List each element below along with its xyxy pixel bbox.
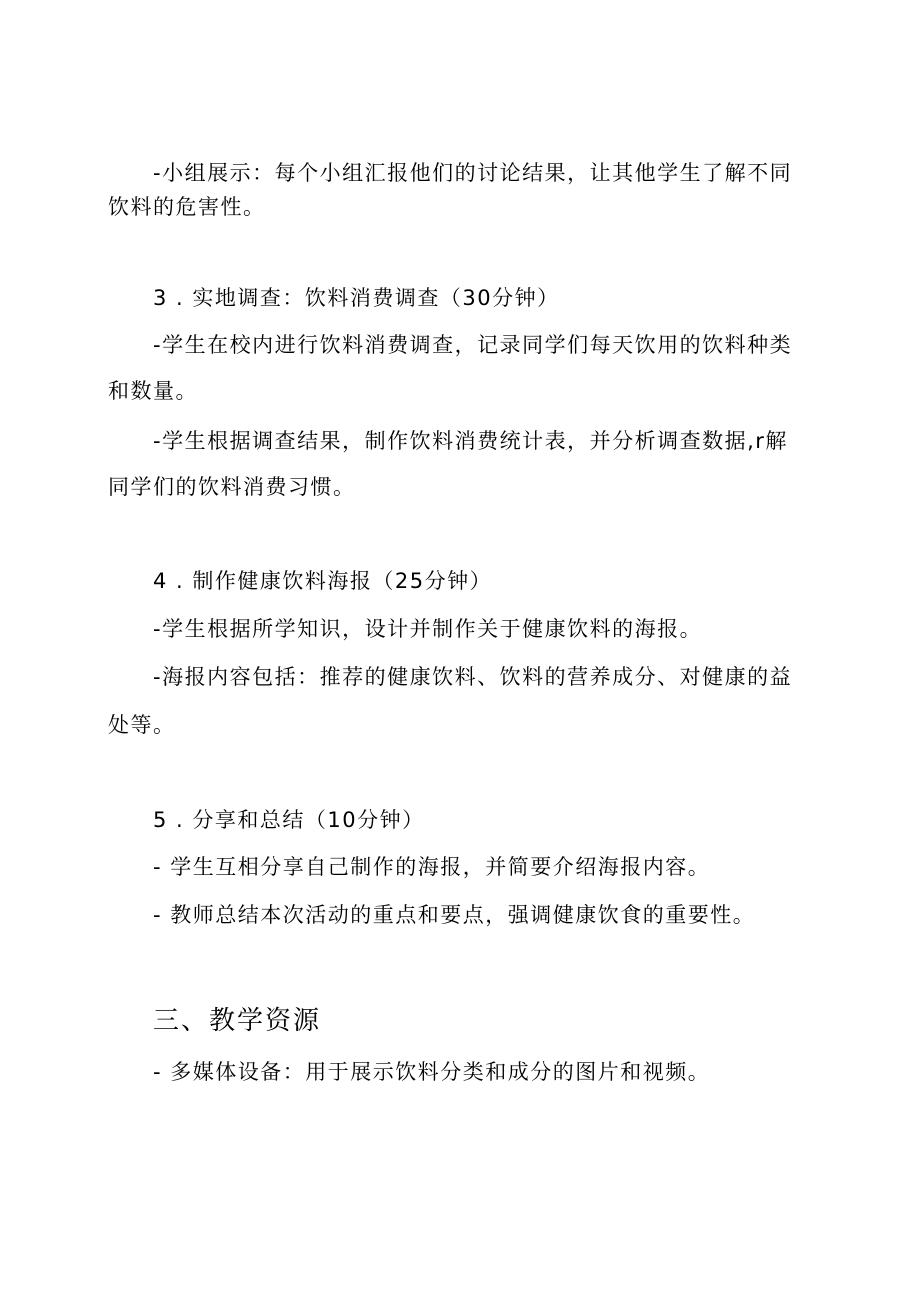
- paragraph-line: -海报内容包括：推荐的健康饮料、饮料的营养成分、对健康的益: [153, 665, 793, 689]
- paragraph-line: -小组展示：每个小组汇报他们的讨论结果，让其他学生了解不同: [153, 161, 793, 185]
- section-heading: 三、教学资源: [153, 1006, 322, 1036]
- paragraph-line: 饮料的危害性。: [108, 195, 266, 219]
- paragraph-line: - 教师总结本次活动的重点和要点，强调健康饮食的重要性。: [153, 903, 756, 927]
- step-heading: 5 . 分享和总结（10分钟）: [153, 808, 425, 832]
- paragraph-line: 同学们的饮料消费习惯。: [108, 475, 356, 499]
- paragraph-line: 和数量。: [108, 379, 198, 403]
- paragraph-line: -学生根据调查结果，制作饮料消费统计表，并分析调查数据,r解: [153, 429, 788, 453]
- paragraph-line: -学生在校内进行饮料消费调查，记录同学们每天饮用的饮料种类: [153, 333, 793, 357]
- paragraph-line: - 学生互相分享自己制作的海报，并简要介绍海报内容。: [153, 855, 711, 879]
- resource-item: - 多媒体设备：用于展示饮料分类和成分的图片和视频。: [153, 1060, 711, 1084]
- paragraph-line: 处等。: [108, 713, 176, 737]
- step-heading: 4 . 制作健康饮料海报（25分钟）: [153, 569, 493, 593]
- paragraph-line: -学生根据所学知识，设计并制作关于健康饮料的海报。: [153, 617, 703, 641]
- step-heading: 3 . 实地调查：饮料消费调查（30分钟）: [153, 286, 560, 310]
